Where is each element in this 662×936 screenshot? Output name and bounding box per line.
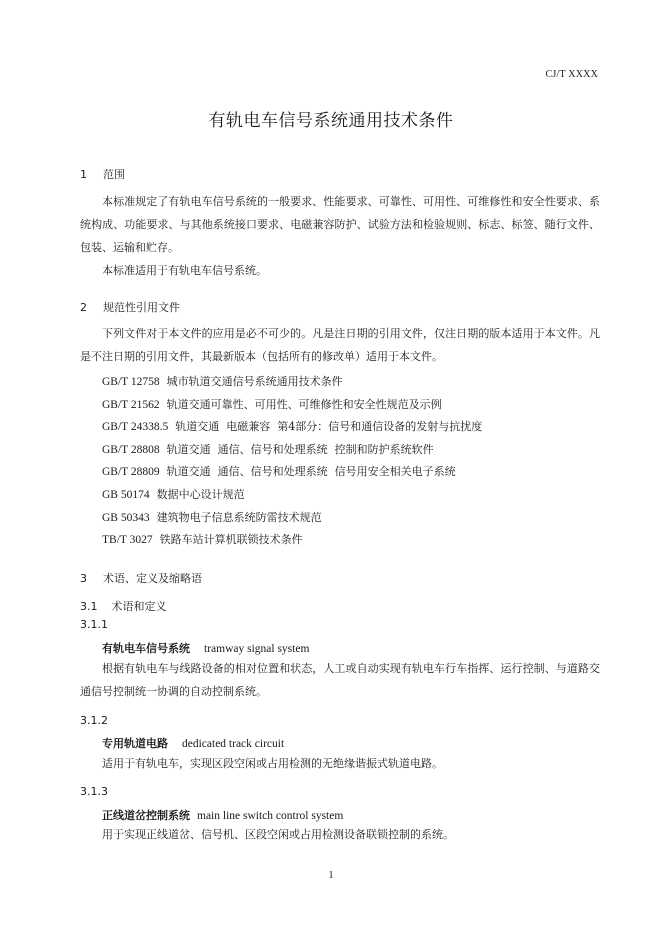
document-code: CJ/T XXXX bbox=[545, 69, 598, 80]
term-english: dedicated track circuit bbox=[182, 738, 285, 750]
term-definition: 根据有轨电车与线路设备的相对位置和状态，人工或自动实现有轨电车行车指挥、运行控制、与道路交通信号控制统一协调的自动控制系统。 bbox=[80, 662, 600, 698]
reference-title: 轨道交通 通信、信号和处理系统 控制和防护系统软件 bbox=[166, 443, 434, 456]
reference-title: 数据中心设计规范 bbox=[156, 488, 245, 501]
section-2-heading bbox=[80, 299, 180, 315]
term-chinese: 正线道岔控制系统 bbox=[102, 809, 190, 822]
reference-item bbox=[102, 441, 434, 457]
reference-title: 轨道交通可靠性、可用性、可维修性和安全性规范及示例 bbox=[166, 398, 442, 411]
section-number: 3 bbox=[80, 572, 87, 585]
reference-code: TB/T 3027 bbox=[102, 534, 153, 546]
section-title: 术语、定义及缩略语 bbox=[103, 572, 202, 585]
document-title: 有轨电车信号系统通用技术条件 bbox=[208, 111, 454, 131]
reference-code: GB/T 24338.5 bbox=[102, 421, 169, 433]
term-english: tramway signal system bbox=[204, 643, 310, 655]
reference-item bbox=[102, 531, 303, 547]
reference-title: 建筑物电子信息系统防雷技术规范 bbox=[156, 511, 322, 524]
term-heading bbox=[102, 640, 309, 656]
section-1-heading bbox=[80, 166, 125, 182]
reference-code: GB/T 12758 bbox=[102, 376, 160, 388]
subsection-title: 术语和定义 bbox=[111, 600, 167, 613]
term-number: 3.1.3 bbox=[80, 785, 108, 798]
reference-code: GB 50174 bbox=[102, 489, 150, 501]
section-number: 2 bbox=[80, 301, 87, 314]
term-number: 3.1.2 bbox=[80, 714, 108, 727]
reference-title: 轨道交通 电磁兼容 第4部分：信号和通信设备的发射与抗扰度 bbox=[175, 420, 483, 433]
reference-item bbox=[102, 509, 322, 525]
reference-item bbox=[102, 486, 245, 502]
term-chinese: 专用轨道电路 bbox=[102, 737, 168, 750]
subsection-number: 3.1 bbox=[80, 600, 98, 613]
section-title: 范围 bbox=[103, 168, 125, 181]
term-definition: 适用于有轨电车，实现区段空闲或占用检测的无绝缘谐振式轨道电路。 bbox=[102, 757, 443, 770]
term-number: 3.1.1 bbox=[80, 618, 108, 631]
term-heading bbox=[102, 735, 284, 751]
references-intro: 下列文件对于本文件的应用是必不可少的。凡是注日期的引用文件，仅注日期的版本适用于本文件。凡是不注日期的引用文件，其最新版本（包括所有的修改单）适用于本文件。 bbox=[80, 327, 600, 363]
term-heading bbox=[102, 807, 343, 823]
term-english: main line switch control system bbox=[197, 810, 344, 822]
reference-code: GB 50343 bbox=[102, 512, 150, 524]
section-3-heading bbox=[80, 570, 202, 586]
term-definition: 用于实现正线道岔、信号机、区段空闲或占用检测设备联锁控制的系统。 bbox=[102, 828, 454, 841]
reference-title: 城市轨道交通信号系统通用技术条件 bbox=[166, 375, 343, 388]
scope-paragraph: 本标准规定了有轨电车信号系统的一般要求、性能要求、可靠性、可用性、可维修性和安全性要求、系统构成、功能要求、与其他系统接口要求、电磁兼容防护、试验方法和检验规则、标志、标签、随行文件、包装、运输和贮存。 bbox=[80, 195, 600, 254]
reference-item bbox=[102, 396, 442, 412]
reference-item bbox=[102, 463, 456, 479]
reference-code: GB/T 21562 bbox=[102, 399, 160, 411]
section-title: 规范性引用文件 bbox=[103, 301, 180, 314]
reference-title: 轨道交通 通信、信号和处理系统 信号用安全相关电子系统 bbox=[166, 465, 456, 478]
reference-item bbox=[102, 373, 343, 389]
section-number: 1 bbox=[80, 168, 87, 181]
reference-item bbox=[102, 418, 482, 434]
reference-title: 铁路车站计算机联锁技术条件 bbox=[159, 533, 303, 546]
reference-code: GB/T 28809 bbox=[102, 466, 160, 478]
reference-code: GB/T 28808 bbox=[102, 444, 160, 456]
scope-applicability: 本标准适用于有轨电车信号系统。 bbox=[102, 264, 267, 277]
page-number: 1 bbox=[328, 870, 334, 881]
subsection-3-1-heading bbox=[80, 598, 167, 614]
term-chinese: 有轨电车信号系统 bbox=[102, 642, 190, 655]
